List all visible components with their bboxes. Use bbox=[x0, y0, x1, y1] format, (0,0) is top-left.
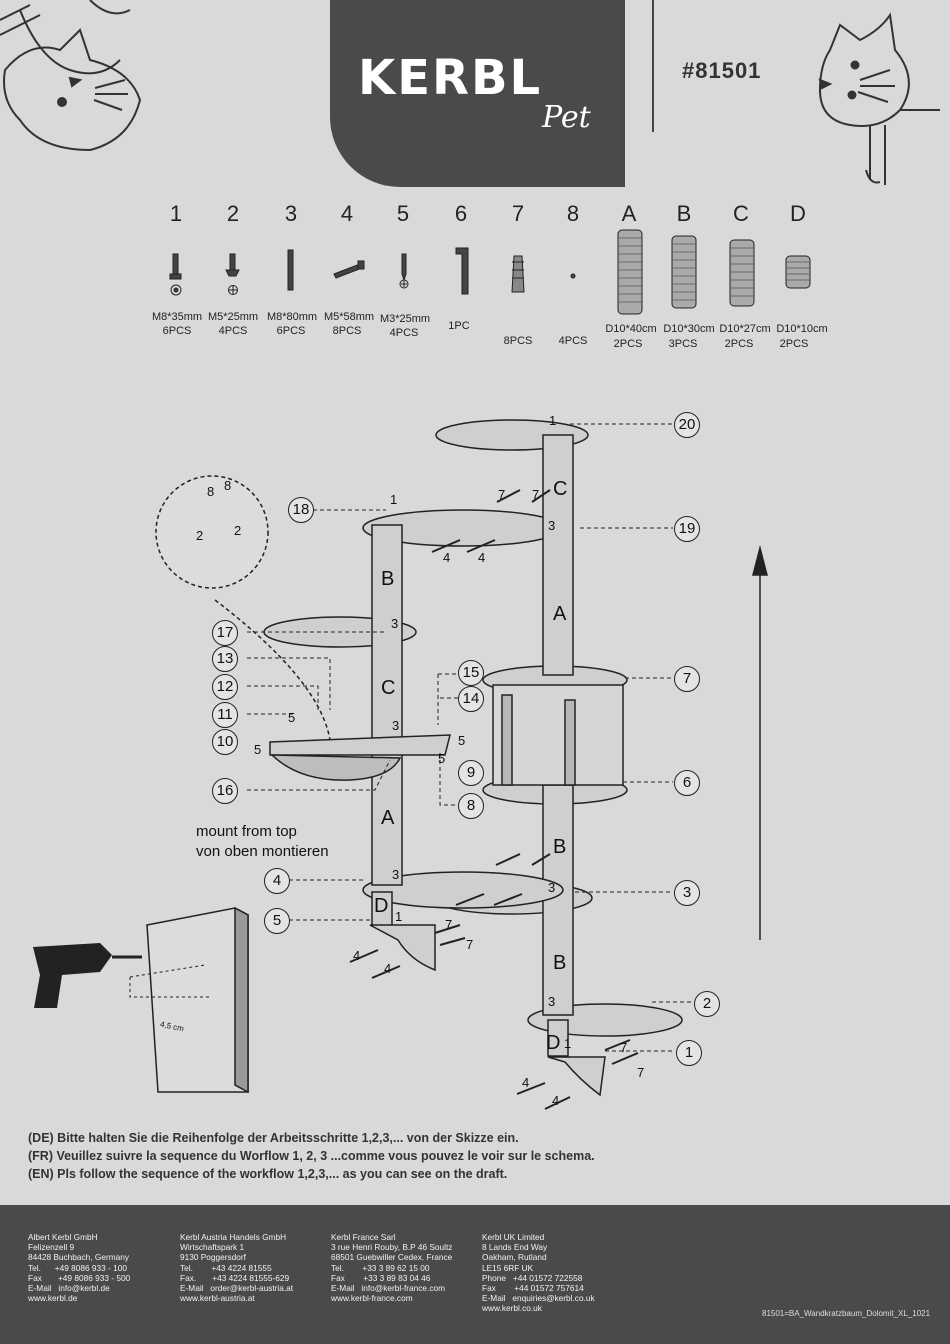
part-qty: 1PC bbox=[448, 320, 470, 332]
part-id: 8 bbox=[566, 201, 580, 226]
part-qty: 2PCS bbox=[724, 338, 754, 350]
part-spec: M5*58mm bbox=[323, 311, 375, 323]
brand-logo bbox=[330, 0, 625, 187]
part-qty: 2PCS bbox=[613, 338, 643, 350]
part-id: C bbox=[733, 201, 749, 226]
part-id: 3 bbox=[284, 201, 298, 226]
callout-11: 11 bbox=[212, 702, 238, 728]
part-label: 1 bbox=[395, 909, 403, 924]
brand-name: KERBL bbox=[358, 50, 543, 106]
address-line: Kerbl Austria Handels GmbH bbox=[180, 1232, 287, 1242]
address-line: 3 rue Henri Rouby, B.P 46 Soultz bbox=[331, 1242, 453, 1253]
part-spec: M3*25mm bbox=[379, 313, 431, 325]
post-letter: C bbox=[381, 677, 396, 699]
bolt-icon bbox=[170, 254, 181, 295]
mount-note-de: von oben montieren bbox=[196, 843, 329, 860]
callout-13: 13 bbox=[212, 646, 238, 672]
address-line: 68501 Guebwiller Cedex. France bbox=[331, 1252, 453, 1263]
part-qty: 2PCS bbox=[779, 338, 809, 350]
part-label: 7 bbox=[532, 487, 540, 502]
part-label: 3 bbox=[392, 867, 400, 882]
callout-3: 3 bbox=[674, 880, 700, 906]
part-spec: D10*10cm bbox=[776, 323, 828, 335]
part-id: 2 bbox=[226, 201, 240, 226]
post-letter: D bbox=[374, 895, 389, 917]
address-line: www.kerbl.co.uk bbox=[482, 1303, 542, 1314]
part-label: 4 bbox=[443, 550, 451, 565]
address-line: Fax. +43 4224 81555-629 bbox=[180, 1272, 290, 1283]
callout-10: 10 bbox=[212, 729, 238, 755]
post-letter: B bbox=[553, 952, 567, 974]
address-line: www.kerbl-france.com bbox=[331, 1293, 413, 1304]
instructions bbox=[28, 1129, 595, 1183]
address-line: E-Mail order@kerbl-austria.at bbox=[180, 1283, 294, 1294]
part-label: 7 bbox=[466, 937, 474, 952]
address-line: Tel. +43 4224 81555 bbox=[180, 1262, 272, 1273]
address-line: Albert Kerbl GmbH bbox=[28, 1232, 98, 1242]
drill-distance-label: 4,5 cm bbox=[159, 1019, 185, 1034]
footer bbox=[0, 1205, 950, 1344]
instruction-de: (DE) Bitte halten Sie die Reihenfolge der Arbeitsschritte 1,2,3,... von der Skizze ein. bbox=[28, 1131, 519, 1145]
part-label: 2 bbox=[234, 523, 242, 538]
address-uk bbox=[482, 1232, 595, 1314]
address-line: Kerbl France Sarl bbox=[331, 1232, 396, 1242]
part-qty: 4PCS bbox=[218, 325, 248, 337]
address-line: Tel. +33 3 89 62 15 00 bbox=[331, 1262, 430, 1273]
part-label: 4 bbox=[384, 961, 392, 976]
address-line: Phone +44 01572 722558 bbox=[482, 1272, 583, 1283]
part-label: 5 bbox=[458, 733, 466, 748]
address-line: 84428 Buchbach, Germany bbox=[28, 1252, 130, 1263]
part-label: 7 bbox=[620, 1040, 628, 1055]
instruction-en: (EN) Pls follow the sequence of the workflow 1,2,3,... as you can see on the draft. bbox=[28, 1167, 508, 1181]
cap-icon bbox=[571, 274, 575, 278]
callout-8: 8 bbox=[458, 793, 484, 819]
callout-5: 5 bbox=[264, 908, 290, 934]
part-spec: D10*30cm bbox=[663, 323, 715, 335]
part-id: 6 bbox=[454, 201, 468, 226]
part-id: B bbox=[676, 201, 692, 226]
part-label: 3 bbox=[392, 718, 400, 733]
callout-17: 17 bbox=[212, 620, 238, 646]
callout-18: 18 bbox=[288, 497, 314, 523]
callout-4: 4 bbox=[264, 868, 290, 894]
part-label: 8 bbox=[207, 484, 215, 499]
part-label: 4 bbox=[353, 948, 361, 963]
part-id: 7 bbox=[511, 201, 525, 226]
callout-15: 15 bbox=[458, 660, 484, 686]
cat-doodle-left-icon bbox=[0, 0, 160, 160]
part-label: 7 bbox=[637, 1065, 645, 1080]
part-qty: 3PCS bbox=[668, 338, 698, 350]
part-label: 1 bbox=[564, 1036, 572, 1051]
parts-illustrations bbox=[150, 228, 850, 318]
header-divider bbox=[652, 0, 654, 132]
part-qty: 4PCS bbox=[558, 335, 588, 347]
address-line: E-Mail enquiries@kerbl.co.uk bbox=[482, 1293, 595, 1304]
part-qty: 6PCS bbox=[276, 325, 306, 337]
wall-plug-icon bbox=[512, 256, 524, 292]
post-letter: D bbox=[546, 1032, 561, 1054]
screw-icon bbox=[226, 254, 239, 295]
mount-note-en: mount from top bbox=[196, 823, 297, 840]
address-line: E-Mail info@kerbl.de bbox=[28, 1283, 110, 1294]
part-label: 4 bbox=[552, 1093, 560, 1108]
callout-20: 20 bbox=[674, 412, 700, 438]
address-austria bbox=[180, 1232, 293, 1303]
article-number: #81501 bbox=[682, 58, 762, 83]
drill-icon bbox=[33, 943, 142, 1008]
address-line: Oakham, Rutland bbox=[482, 1252, 547, 1263]
address-line: Felizenzell 9 bbox=[28, 1242, 75, 1253]
part-spec: M8*80mm bbox=[266, 311, 318, 323]
small-screw-icon bbox=[400, 254, 408, 288]
address-line: Fax +49 8086 933 - 500 bbox=[28, 1272, 131, 1283]
address-line: 9130 Poggersdorf bbox=[180, 1252, 246, 1263]
address-line: www.kerbl-austria.at bbox=[180, 1293, 255, 1304]
part-id: D bbox=[790, 201, 806, 226]
assembly-diagram bbox=[0, 380, 950, 1120]
address-france bbox=[331, 1232, 452, 1303]
callout-14: 14 bbox=[458, 686, 484, 712]
address-line: Tel. +49 8086 933 - 100 bbox=[28, 1262, 127, 1273]
part-spec: M8*35mm bbox=[151, 311, 203, 323]
address-line: Wirtschaftspark 1 bbox=[180, 1242, 245, 1253]
callout-19: 19 bbox=[674, 516, 700, 542]
callout-16: 16 bbox=[212, 778, 238, 804]
callout-2: 2 bbox=[694, 991, 720, 1017]
wood-screw-icon bbox=[334, 261, 364, 278]
part-label: 3 bbox=[391, 616, 399, 631]
post-letter: A bbox=[553, 603, 567, 625]
post-letter: B bbox=[381, 568, 395, 590]
address-line: www.kerbl.de bbox=[28, 1293, 78, 1304]
part-label: 3 bbox=[548, 518, 556, 533]
post-letter: C bbox=[553, 478, 568, 500]
address-line: Kerbl UK Limited bbox=[482, 1232, 545, 1242]
part-label: 5 bbox=[288, 710, 296, 725]
address-line: Fax +33 3 89 83 04 46 bbox=[331, 1272, 431, 1283]
part-id: 4 bbox=[340, 201, 354, 226]
callout-7: 7 bbox=[674, 666, 700, 692]
part-label: 5 bbox=[254, 742, 262, 757]
part-id: A bbox=[621, 201, 637, 226]
mount-note bbox=[196, 822, 329, 862]
callout-9: 9 bbox=[458, 760, 484, 786]
part-label: 7 bbox=[445, 917, 453, 932]
part-label: 5 bbox=[438, 751, 446, 766]
long-bolt-icon bbox=[288, 250, 293, 290]
address-germany bbox=[28, 1232, 130, 1303]
part-label: 3 bbox=[548, 994, 556, 1009]
part-qty: 6PCS bbox=[162, 325, 192, 337]
part-id: 1 bbox=[169, 201, 183, 226]
sisal-post-icons bbox=[618, 230, 810, 314]
part-label: 2 bbox=[196, 528, 204, 543]
address-line: E-Mail info@kerbl-france.com bbox=[331, 1283, 446, 1294]
document-reference: 81501=BA_Wandkratzbaum_Dolomit_XL_1021 bbox=[762, 1309, 931, 1318]
address-line: 8 Lands End Way bbox=[482, 1242, 548, 1253]
part-label: 4 bbox=[478, 550, 486, 565]
part-label: 4 bbox=[522, 1075, 530, 1090]
address-line: LE15 6RF UK bbox=[482, 1262, 534, 1273]
allen-key-icon bbox=[456, 248, 468, 294]
part-qty: 8PCS bbox=[332, 325, 362, 337]
part-label: 1 bbox=[549, 413, 557, 428]
part-label: 7 bbox=[498, 487, 506, 502]
part-spec: D10*40cm bbox=[605, 323, 657, 335]
instruction-fr: (FR) Veuillez suivre la sequence du Worflow 1, 2, 3 ...comme vous pouvez le voir sur le schema. bbox=[28, 1149, 595, 1163]
part-spec: D10*27cm bbox=[719, 323, 771, 335]
part-qty: 8PCS bbox=[503, 335, 533, 347]
callout-1: 1 bbox=[676, 1040, 702, 1066]
address-line: Fax +44 01572 757614 bbox=[482, 1283, 584, 1294]
part-qty: 4PCS bbox=[389, 327, 419, 339]
post-letter: A bbox=[381, 807, 395, 829]
brand-sub: Pet bbox=[542, 100, 591, 135]
post-letter: B bbox=[553, 836, 567, 858]
cat-doodle-right-icon bbox=[800, 10, 950, 210]
part-label: 3 bbox=[548, 880, 556, 895]
part-spec: M5*25mm bbox=[207, 311, 259, 323]
part-id: 5 bbox=[396, 201, 410, 226]
callout-12: 12 bbox=[212, 674, 238, 700]
part-label: 8 bbox=[224, 478, 232, 493]
part-label: 1 bbox=[390, 492, 398, 507]
callout-6: 6 bbox=[674, 770, 700, 796]
